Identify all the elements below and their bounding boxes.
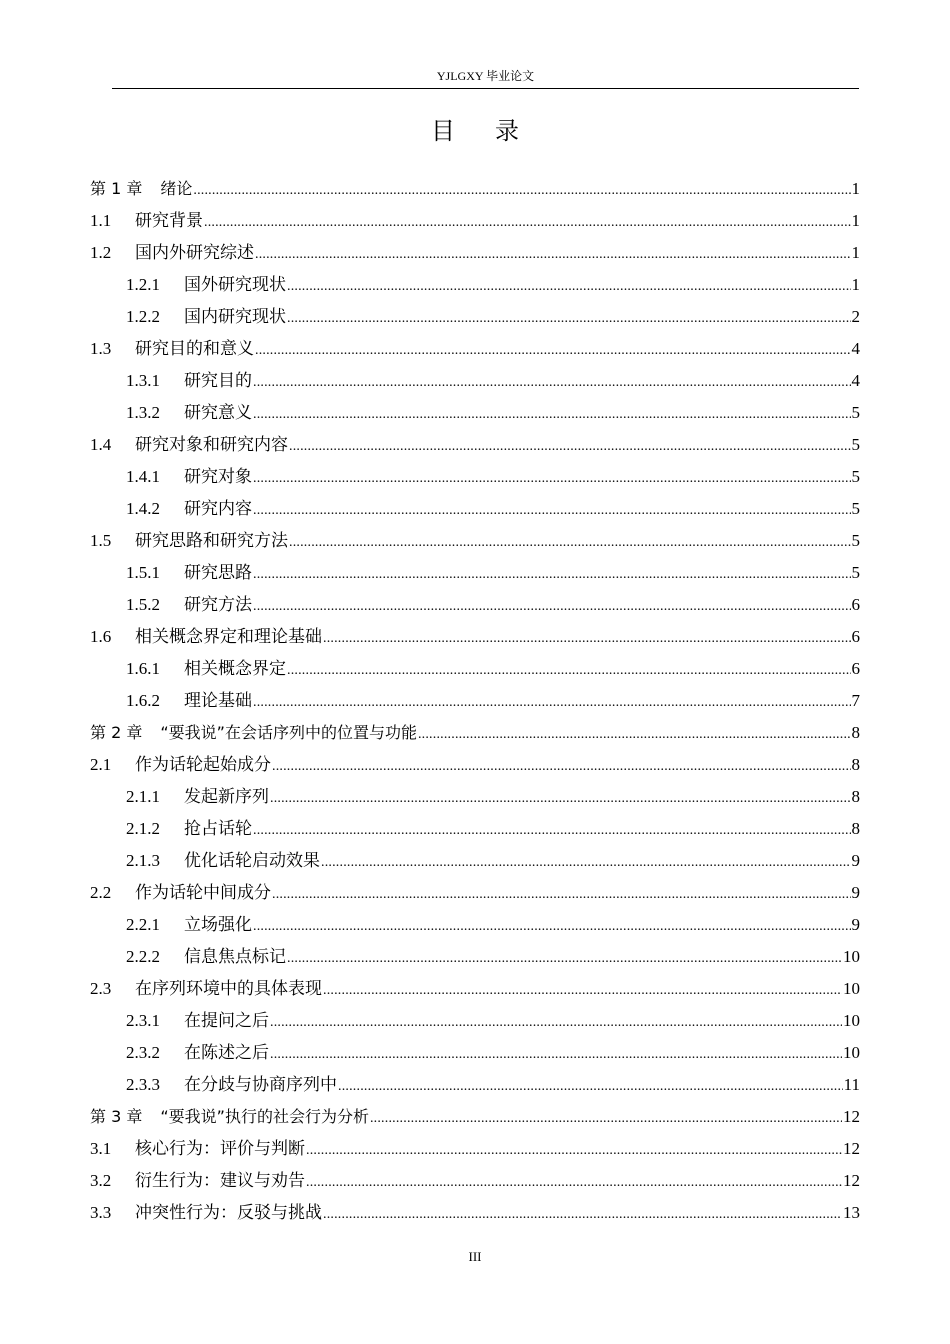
dot-leader — [321, 847, 851, 879]
dot-leader — [253, 399, 851, 431]
dot-leader — [270, 1039, 842, 1071]
toc-entry-title: 优化话轮启动效果 — [184, 851, 320, 870]
toc-entry-number: 1.5 — [90, 531, 112, 550]
toc-entry-title: 研究方法 — [184, 595, 252, 614]
toc-entry-title: 在分歧与协商序列中 — [184, 1075, 337, 1094]
toc-entry-page: 12 — [843, 1107, 860, 1126]
toc-entry-page: 9 — [851, 851, 860, 870]
toc-entry-page: 13 — [843, 1203, 860, 1222]
dot-leader — [270, 783, 851, 815]
toc-entry-title: 在序列环境中的具体表现 — [135, 979, 322, 998]
toc-entry-title: 研究思路和研究方法 — [135, 531, 288, 550]
toc-entry[interactable] — [90, 749, 860, 781]
toc-entry-number: 第 3 章 — [90, 1107, 143, 1126]
toc-entry[interactable] — [90, 877, 860, 909]
toc-entry-page: 7 — [851, 691, 860, 710]
dot-leader — [418, 719, 851, 751]
toc-entry-title: 研究对象 — [184, 467, 252, 486]
toc-entry-number: 2.1.1 — [126, 787, 160, 806]
toc-entry[interactable] — [90, 461, 860, 493]
toc-entry[interactable] — [90, 493, 860, 525]
toc-entry-page: 8 — [851, 787, 860, 806]
toc-entry[interactable] — [90, 1005, 860, 1037]
toc-entry-number: 2.3 — [90, 979, 112, 998]
toc-entry-number: 3.2 — [90, 1171, 112, 1190]
toc-entry-title: 研究思路 — [184, 563, 252, 582]
toc-entry-page: 1 — [851, 179, 860, 198]
dot-leader — [253, 815, 851, 847]
toc-entry-title: 研究对象和研究内容 — [135, 435, 288, 454]
dot-leader — [289, 431, 851, 463]
toc-entry-title: 在陈述之后 — [184, 1043, 269, 1062]
toc-entry-number: 3.1 — [90, 1139, 112, 1158]
toc-entry-number: 1.6 — [90, 627, 112, 646]
toc-entry-title: 在提问之后 — [184, 1011, 269, 1030]
toc-entry-number: 1.3 — [90, 339, 112, 358]
dot-leader — [193, 175, 850, 207]
dot-leader — [253, 687, 851, 719]
toc-entry-number: 1.2.1 — [126, 275, 160, 294]
toc-entry-number: 1.2 — [90, 243, 112, 262]
toc-entry-number: 1.5.1 — [126, 563, 160, 582]
dot-leader — [287, 303, 851, 335]
toc-entry-number: 1.1 — [90, 211, 112, 230]
toc-entry-title: “要我说”在会话序列中的位置与功能 — [160, 723, 417, 742]
toc-entry[interactable] — [90, 173, 860, 205]
dot-leader — [323, 975, 842, 1007]
dot-leader — [253, 463, 851, 495]
toc-entry-title: 作为话轮起始成分 — [135, 755, 271, 774]
toc-entry[interactable] — [90, 397, 860, 429]
toc-entry[interactable] — [90, 653, 860, 685]
dot-leader — [272, 879, 851, 911]
toc-entry-number: 2.2 — [90, 883, 112, 902]
dot-leader — [255, 239, 851, 271]
toc-entry[interactable] — [90, 685, 860, 717]
dot-leader — [306, 1135, 842, 1167]
dot-leader — [253, 559, 851, 591]
toc-entry-page: 10 — [843, 979, 860, 998]
dot-leader — [204, 207, 851, 239]
toc-entry[interactable] — [90, 813, 860, 845]
toc-entry[interactable] — [90, 845, 860, 877]
toc-entry-number: 1.3.1 — [126, 371, 160, 390]
dot-leader — [287, 655, 851, 687]
toc-entry-page: 8 — [851, 819, 860, 838]
toc-entry-page: 12 — [843, 1171, 860, 1190]
toc-entry-title: 冲突性行为：反驳与挑战 — [135, 1203, 322, 1222]
toc-entry-page: 6 — [851, 595, 860, 614]
toc-entry[interactable] — [90, 429, 860, 461]
dot-leader — [253, 495, 851, 527]
toc-entry-title: 理论基础 — [184, 691, 252, 710]
toc-entry[interactable] — [90, 1069, 860, 1101]
toc-entry-number: 2.1.2 — [126, 819, 160, 838]
dot-leader — [253, 367, 851, 399]
header-rule — [112, 88, 859, 89]
toc-entry-title: 研究背景 — [135, 211, 203, 230]
toc-entry-number: 2.2.1 — [126, 915, 160, 934]
toc-entry-title: 抢占话轮 — [184, 819, 252, 838]
toc-entry-page: 10 — [843, 1011, 860, 1030]
dot-leader — [323, 623, 851, 655]
toc-entry[interactable] — [90, 717, 860, 749]
toc-entry-page: 5 — [851, 499, 860, 518]
toc-entry-number: 第 2 章 — [90, 723, 143, 742]
toc-entry-number: 2.1.3 — [126, 851, 160, 870]
toc-entry-page: 6 — [851, 659, 860, 678]
toc-entry-page: 8 — [851, 755, 860, 774]
table-of-contents — [90, 173, 860, 1229]
toc-entry-number: 1.4.1 — [126, 467, 160, 486]
toc-entry-number: 1.6.1 — [126, 659, 160, 678]
toc-entry[interactable] — [90, 781, 860, 813]
toc-entry-page: 11 — [843, 1075, 860, 1094]
toc-entry-number: 1.2.2 — [126, 307, 160, 326]
toc-entry-title: 作为话轮中间成分 — [135, 883, 271, 902]
dot-leader — [253, 911, 851, 943]
toc-entry-number: 第 1 章 — [90, 179, 143, 198]
toc-entry[interactable] — [90, 973, 860, 1005]
toc-entry-title: 相关概念界定 — [184, 659, 286, 678]
dot-leader — [272, 751, 851, 783]
toc-entry-number: 1.5.2 — [126, 595, 160, 614]
toc-entry-title: 核心行为：评价与判断 — [135, 1139, 305, 1158]
toc-entry[interactable] — [90, 237, 860, 269]
toc-entry-page: 6 — [851, 627, 860, 646]
dot-leader — [287, 943, 842, 975]
toc-entry-title: 研究内容 — [184, 499, 252, 518]
toc-entry-page: 4 — [851, 339, 860, 358]
toc-entry[interactable] — [90, 1133, 860, 1165]
dot-leader — [255, 335, 851, 367]
toc-entry-page: 5 — [851, 467, 860, 486]
toc-entry-page: 5 — [851, 563, 860, 582]
toc-entry[interactable] — [90, 269, 860, 301]
toc-entry-number: 1.4 — [90, 435, 112, 454]
toc-entry-title: 发起新序列 — [184, 787, 269, 806]
page-number: III — [468, 1249, 482, 1264]
dot-leader — [287, 271, 851, 303]
toc-entry[interactable] — [90, 525, 860, 557]
toc-entry[interactable] — [90, 301, 860, 333]
toc-entry-number: 2.3.3 — [126, 1075, 160, 1094]
toc-entry-page: 10 — [843, 947, 860, 966]
toc-entry-page: 4 — [851, 371, 860, 390]
toc-entry[interactable] — [90, 1165, 860, 1197]
toc-entry-number: 3.3 — [90, 1203, 112, 1222]
toc-entry[interactable] — [90, 1101, 860, 1133]
toc-entry-page: 1 — [851, 243, 860, 262]
dot-leader — [338, 1071, 843, 1103]
toc-entry-title: 国内研究现状 — [184, 307, 286, 326]
toc-entry-page: 5 — [851, 403, 860, 422]
toc-title: 目录 — [431, 117, 559, 145]
toc-entry-page: 8 — [851, 723, 860, 742]
dot-leader — [270, 1007, 842, 1039]
dot-leader — [306, 1167, 842, 1199]
toc-entry-page: 5 — [851, 435, 860, 454]
toc-entry-number: 1.6.2 — [126, 691, 160, 710]
toc-entry-title: 研究目的和意义 — [135, 339, 254, 358]
toc-entry-page: 9 — [851, 883, 860, 902]
dot-leader — [253, 591, 851, 623]
toc-entry-page: 10 — [843, 1043, 860, 1062]
toc-entry-title: 国外研究现状 — [184, 275, 286, 294]
toc-entry-title: 研究意义 — [184, 403, 252, 422]
toc-entry-title: 相关概念界定和理论基础 — [135, 627, 322, 646]
dot-leader — [289, 527, 851, 559]
toc-entry[interactable] — [90, 365, 860, 397]
toc-entry-number: 2.1 — [90, 755, 112, 774]
toc-entry[interactable] — [90, 589, 860, 621]
toc-entry-title: 信息焦点标记 — [184, 947, 286, 966]
toc-entry[interactable] — [90, 205, 860, 237]
toc-entry-title: “要我说”执行的社会行为分析 — [160, 1107, 369, 1126]
toc-entry-number: 2.3.2 — [126, 1043, 160, 1062]
toc-entry-title: 立场强化 — [184, 915, 252, 934]
toc-entry-page: 1 — [851, 275, 860, 294]
page-header: YJLGXY 毕业论文 — [436, 69, 535, 83]
toc-entry[interactable] — [90, 333, 860, 365]
toc-entry-number: 1.3.2 — [126, 403, 160, 422]
toc-entry-title: 衍生行为：建议与劝告 — [135, 1171, 305, 1190]
toc-entry-title: 研究目的 — [184, 371, 252, 390]
toc-entry[interactable] — [90, 941, 860, 973]
toc-entry-page: 2 — [851, 307, 860, 326]
toc-entry-title: 绪论 — [160, 179, 193, 198]
toc-entry-number: 2.2.2 — [126, 947, 160, 966]
toc-entry[interactable] — [90, 1037, 860, 1069]
toc-entry-number: 2.3.1 — [126, 1011, 160, 1030]
dot-leader — [370, 1103, 842, 1135]
toc-entry-number: 1.4.2 — [126, 499, 160, 518]
toc-entry[interactable] — [90, 621, 860, 653]
toc-entry-page: 9 — [851, 915, 860, 934]
toc-entry-page: 5 — [851, 531, 860, 550]
toc-entry-page: 12 — [843, 1139, 860, 1158]
toc-entry-page: 1 — [851, 211, 860, 230]
dot-leader — [323, 1199, 842, 1231]
toc-entry[interactable] — [90, 1197, 860, 1229]
toc-entry-title: 国内外研究综述 — [135, 243, 254, 262]
toc-entry[interactable] — [90, 909, 860, 941]
toc-entry[interactable] — [90, 557, 860, 589]
